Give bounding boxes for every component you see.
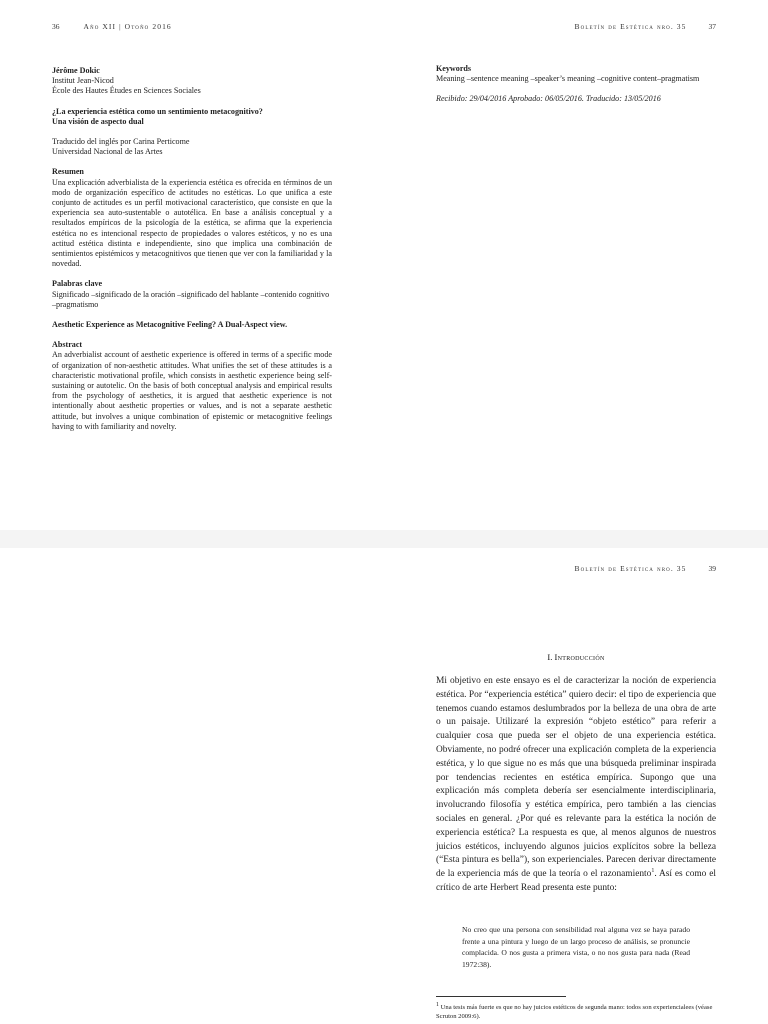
body-text-continuation: . Así es como el crítico de arte Herbert Read presenta este punto: <box>436 869 716 893</box>
english-title: Aesthetic Experience as Metacognitive Feeling? A Dual-Aspect view. <box>52 320 288 330</box>
footnote-number: 1 <box>436 1001 439 1008</box>
body-text-main: Mi objetivo en este ensayo es el de caracterizar la noción de experiencia estética. Por “experiencia estética” quiero decir: el tipo de experiencia que tenemos cuando estamos deslumbrados por la belleza de una obra de arte o un paisaje. Utilizaré la expresión “objeto estético” para referir a cualquier cosa que pueda ser el objeto de una experiencia estética. Obviamente, no podré ofrecer una explicación completa de la experiencia estética, y lo que sigue no es más que una búsqueda preliminar inspirada por tendencias recientes en estética empírica. Supongo que una explicación más completa debería ser esencialmente interdisciplinaria, involucrando filosofía y estética empírica, pero también a las ciencias sociales en general. ¿Por qué es relevante para la estética la noción de experiencia estética? La respuesta es que, al menos algunos de nuestros juicios estéticos, incluyendo algunos juicios explícitos sobre la belleza (“Esta pintura es bella”), son experienciales. Parecen derivar directamente de la experiencia más de que la teoría o el razonamiento <box>436 676 716 880</box>
left-header-text: Año XII | Otoño 2016 <box>83 22 172 31</box>
spanish-title <box>52 107 332 127</box>
submission-dates: Recibido: 29/04/2016 Aprobado: 06/05/2016. Traducido: 13/05/2016 <box>436 94 661 104</box>
left-running-head <box>52 22 172 31</box>
article-front-matter <box>52 66 332 442</box>
resumen-section <box>52 167 332 269</box>
spanish-title-line-2: Una visión de aspecto dual <box>52 116 144 126</box>
footnote-reference[interactable]: 1 <box>651 868 655 875</box>
footnote-text: Una tesis más fuerte es que no hay juicios estéticos de segunda mano: todos son experiencialees (véase Scruton 2009:6). <box>436 1004 713 1021</box>
author-affiliation-2: École des Hautes Études en Sciences Sociales <box>52 86 201 96</box>
author-affiliation-1: Institut Jean-Nicod <box>52 76 114 86</box>
abstract-heading: Abstract <box>52 340 83 350</box>
page-number-39: 39 <box>708 564 716 573</box>
page-number-right: 37 <box>708 22 716 31</box>
page-39-header-text: Boletín de Estética nro. 35 <box>574 564 687 573</box>
keywords-column <box>436 64 716 105</box>
abstract-text: An adverbialist account of aesthetic experience is offered in terms of a specific mode of organization of non-aesthetic attitudes. What unifies the set of these attitudes is a characteristic motivational profile, which consists in aesthetic experience being self-sustaining or autotelic. On the basis of both conceptual analysis and empirical results from the psychology of aesthetics, it is argued that aesthetic experience is not intentionally about aesthetic properties or values, and is not a separate aesthetic attitude, but involves a unique combination of epistemic or metacognitive feelings having to with familiarity and novelty. <box>52 350 332 431</box>
page-39-running-head <box>575 564 716 573</box>
page-separator <box>0 530 768 548</box>
author-name: Jérôme Dokic <box>52 66 100 75</box>
palabras-clave-text: Significado –significado de la oración –significado del hablante –contenido cognitivo –pragmatismo <box>52 289 330 309</box>
resumen-heading: Resumen <box>52 167 84 177</box>
palabras-clave-section <box>52 279 332 310</box>
section-title: Introducción <box>554 652 605 662</box>
right-running-head <box>575 22 716 31</box>
keywords-heading: Keywords <box>436 64 472 73</box>
introduction-paragraph <box>436 675 716 896</box>
palabras-clave-heading: Palabras clave <box>52 279 103 289</box>
keywords-section <box>436 64 716 84</box>
footnote-divider <box>436 996 566 997</box>
translator-affiliation: Universidad Nacional de las Artes <box>52 147 163 157</box>
page-number-left: 36 <box>52 22 60 31</box>
author-block <box>52 66 332 97</box>
resumen-text: Una explicación adverbialista de la experiencia estética es ofrecida en términos de un modo de organización específico de actitudes no estéticas. Lo que unifica a este conjunto de actitudes es un perfil motivacional característico, que consiste en que la experiencia sea auto-sustentable o autotélica. En base a análisis conceptual y a resultados empíricos de la psicología de la estética, se afirma que la experiencia estética no es intencional respecto de propiedades o valores estéticos, y no es una actitud estética distinta e independiente, sino que implica una combinación de sentimientos epistémicos y metacognitivos que tienen que ver con la familiaridad y la novedad. <box>52 177 332 269</box>
section-number: I. <box>547 652 553 662</box>
block-quote: No creo que una persona con sensibilidad real alguna vez se haya parado frente a una pintura y luego de un largo proceso de análisis, se pronuncie complacida. O nos gusta a primera vista, o no nos gusta para nada (Read 1972:38). <box>462 925 690 969</box>
spanish-title-line-1: ¿La experiencia estética como un sentimiento metacognitivo? <box>52 106 263 116</box>
keywords-text: Meaning –sentence meaning –speaker’s meaning –cognitive content–pragmatism <box>436 74 700 84</box>
translation-credit <box>52 137 332 157</box>
section-heading <box>436 652 716 662</box>
right-header-text: Boletín de Estética nro. 35 <box>574 22 687 31</box>
translator-line: Traducido del inglés por Carina Perticome <box>52 137 190 147</box>
abstract-section <box>52 340 332 432</box>
footnote <box>436 1003 718 1022</box>
